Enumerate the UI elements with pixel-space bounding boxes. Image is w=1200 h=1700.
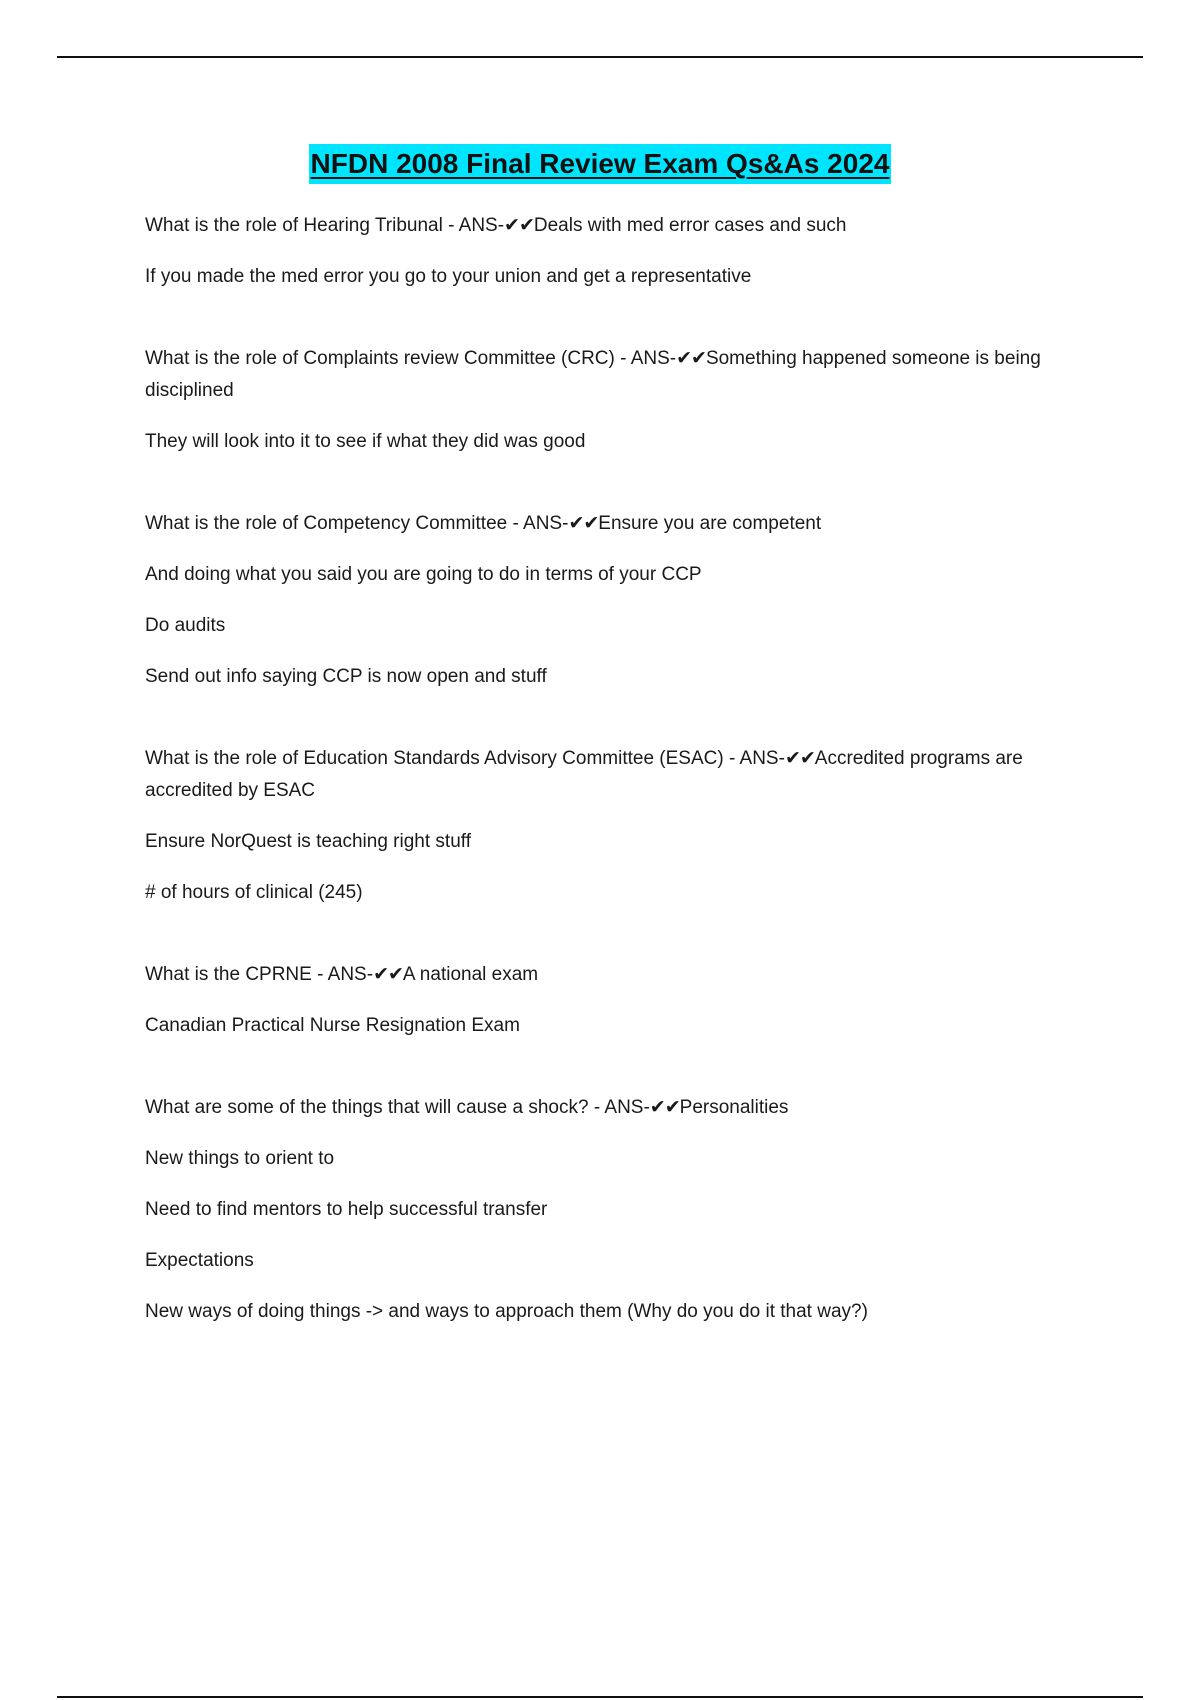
answer-detail-line: Need to find mentors to help successful transfer <box>145 1199 548 1220</box>
answer-text: Accredited programs are accredited by ESAC <box>145 748 1023 801</box>
answer-text: A national exam <box>402 964 539 985</box>
qa-question-line <box>145 959 1095 991</box>
top-page-rule <box>57 56 1143 58</box>
answer-detail-line: They will look into it to see if what they did was good <box>145 431 586 452</box>
double-check-icon: ✔✔ <box>504 215 534 236</box>
question-text: What is the CPRNE - ANS- <box>145 964 374 985</box>
double-check-icon: ✔✔ <box>676 348 706 369</box>
answer-detail-line: Expectations <box>145 1250 254 1271</box>
answer-detail-line: And doing what you said you are going to do in terms of your CCP <box>145 564 702 585</box>
qa-question-line <box>145 743 1095 807</box>
answer-detail-line: Send out info saying CCP is now open and stuff <box>145 666 547 687</box>
double-check-icon: ✔✔ <box>649 1097 680 1118</box>
qa-item <box>145 508 1095 693</box>
double-check-icon: ✔✔ <box>784 748 815 769</box>
answer-text: Personalities <box>679 1097 789 1118</box>
document-title: NFDN 2008 Final Review Exam Qs&As 2024 <box>309 144 892 184</box>
qa-item <box>145 210 1095 293</box>
answer-detail-line: Ensure NorQuest is teaching right stuff <box>145 831 471 852</box>
answer-detail-line: Canadian Practical Nurse Resignation Exam <box>145 1015 520 1036</box>
question-text: What is the role of Education Standards Advisory Committee (ESAC) - ANS- <box>145 748 785 769</box>
qa-item <box>145 743 1095 909</box>
answer-text: Ensure you are competent <box>598 513 822 534</box>
qa-question-line <box>145 210 1095 242</box>
answer-text: Deals with med error cases and such <box>533 215 847 236</box>
answer-detail-line: New things to orient to <box>145 1148 335 1169</box>
question-text: What is the role of Hearing Tribunal - ANS- <box>145 215 505 236</box>
question-text: What is the role of Competency Committee - ANS- <box>145 513 569 534</box>
qa-question-line <box>145 1092 1095 1124</box>
answer-detail-line: If you made the med error you go to your union and get a representative <box>145 266 752 287</box>
question-text: What is the role of Complaints review Committee (CRC) - ANS- <box>145 348 677 369</box>
answer-detail-line: Do audits <box>145 615 226 636</box>
title-container <box>0 144 1200 184</box>
qa-item <box>145 959 1095 1042</box>
double-check-icon: ✔✔ <box>568 513 599 534</box>
answer-detail-line: # of hours of clinical (245) <box>145 882 363 903</box>
bottom-page-rule <box>57 1696 1143 1698</box>
qa-item <box>145 1092 1095 1328</box>
question-text: What are some of the things that will cause a shock? - ANS- <box>145 1097 650 1118</box>
answer-text: Something happened someone is being disciplined <box>145 348 1041 401</box>
qa-list <box>145 210 1095 1378</box>
qa-question-line <box>145 343 1095 407</box>
double-check-icon: ✔✔ <box>373 964 403 985</box>
answer-detail-line: New ways of doing things -> and ways to approach them (Why do you do it that way?) <box>145 1301 868 1322</box>
qa-item <box>145 343 1095 458</box>
qa-question-line <box>145 508 1095 540</box>
